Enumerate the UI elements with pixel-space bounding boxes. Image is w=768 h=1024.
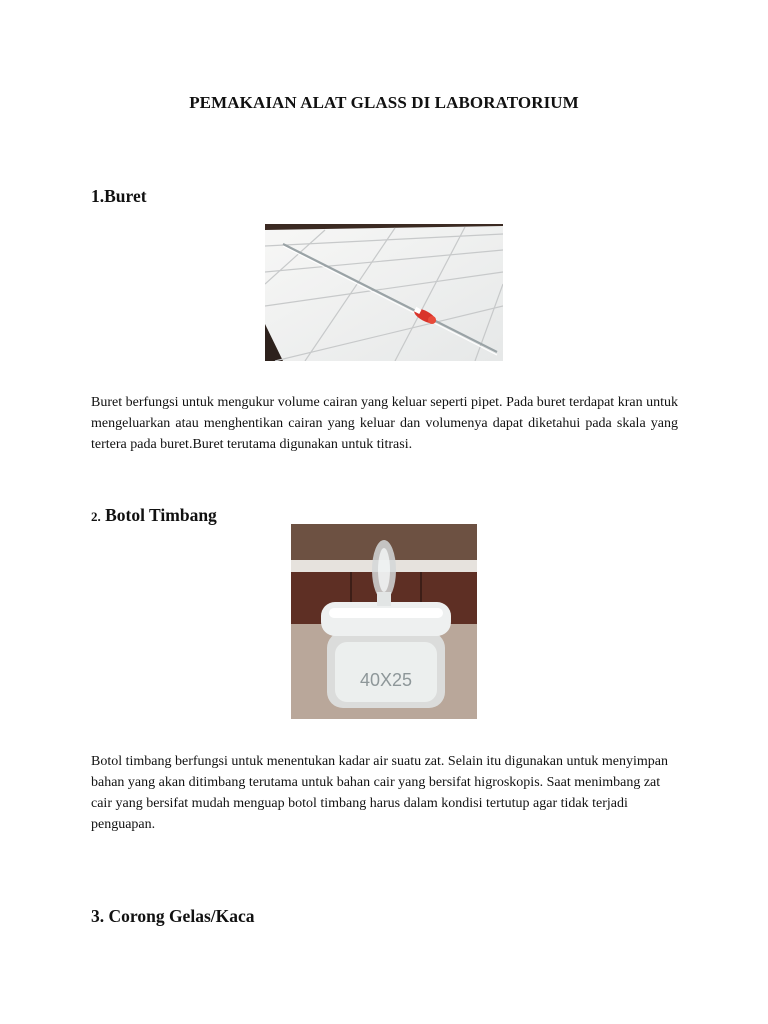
section-heading-buret: 1.Buret: [91, 186, 147, 206]
section-heading-text: Botol Timbang: [105, 505, 217, 525]
section-paragraph-buret: Buret berfungsi untuk mengukur volume cairan yang keluar seperti pipet. Pada buret terdapat kran untuk mengeluarkan atau menghentikan cairan yang keluar dan volumenya dapat diketahui pada skala yang tertera pada buret.Buret terutama digunakan untuk titrasi.: [91, 395, 678, 452]
jar-marking: 40X25: [359, 670, 413, 690]
botol-timbang-photo: [291, 524, 477, 719]
document-title: PEMAKAIAN ALAT GLASS DI LABORATORIUM: [189, 93, 579, 112]
section-heading-botol-timbang: [91, 505, 217, 526]
section-number: 2.: [91, 509, 101, 524]
buret-photo: [265, 224, 503, 361]
section-paragraph-botol-timbang: Botol timbang berfungsi untuk menentukan kadar air suatu zat. Selain itu digunakan untuk menyimpan bahan yang akan ditimbang terutama untuk bahan cair yang bersifat higroskopis. Saat menimbang zat cair yang bersifat mudah menguap botol timbang harus dalam kondisi tertutup agar tidak terjadi penguapan.: [91, 754, 668, 832]
section-heading-corong: 3. Corong Gelas/Kaca: [91, 906, 255, 926]
